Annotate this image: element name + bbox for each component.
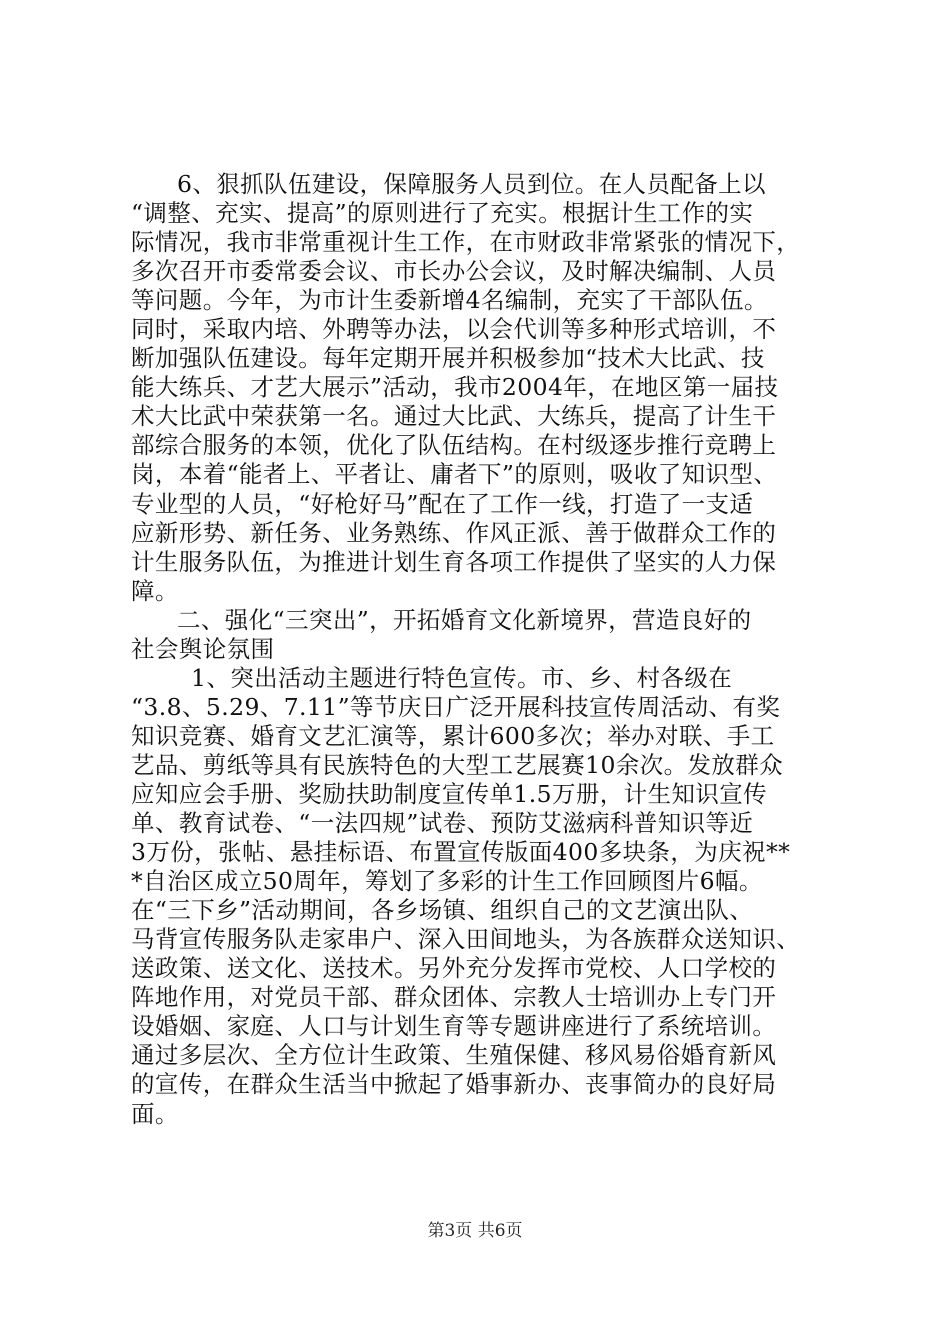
text-line: 能大练兵、才艺大展示”活动，我市2004年，在地区第一届技	[131, 373, 779, 402]
text-line: 面。	[131, 1099, 179, 1128]
text-line: “3.8、5.29、7.11”等节庆日广泛开展科技宣传周活动、有奖	[131, 692, 781, 721]
text-line: 知识竞赛、婚育文艺汇演等，累计600多次；举办对联、手工	[131, 721, 775, 750]
text-line: 岗，本着“能者上、平者让、庸者下”的原则，吸收了知识型、	[131, 460, 778, 489]
text-line: 断加强队伍建设。每年定期开展并积极参加“技术大比武、技	[131, 344, 765, 373]
text-line: 设婚姻、家庭、人口与计划生育等专题讲座进行了系统培训。	[131, 1012, 777, 1041]
text-line: 阵地作用，对党员干部、群众团体、宗教人士培训办上专门开	[131, 983, 777, 1012]
text-line: 障。	[131, 576, 179, 605]
section-heading-line: 社会舆论氛围	[131, 634, 275, 663]
text-line: 6、狠抓队伍建设，保障服务人员到位。在人员配备上以	[177, 170, 766, 198]
text-line: 部综合服务的本领，优化了队伍结构。在村级逐步推行竞聘上	[131, 431, 777, 460]
text-line: 在“三下乡”活动期间，各乡场镇、组织自己的文艺演出队、	[131, 896, 754, 925]
text-line: 的宣传，在群众生活当中掀起了婚事新办、丧事简办的良好局	[131, 1070, 777, 1099]
text-line: 艺品、剪纸等具有民族特色的大型工艺展赛10余次。发放群众	[131, 750, 784, 779]
text-line: 应新形势、新任务、业务熟练、作风正派、善于做群众工作的	[131, 518, 777, 547]
text-line: 计生服务队伍，为推进计划生育各项工作提供了坚实的人力保	[131, 547, 777, 576]
text-line: 通过多层次、全方位计生政策、生殖保健、移风易俗婚育新风	[131, 1041, 777, 1070]
text-line: 专业型的人员，“好枪好马”配在了工作一线，打造了一支适	[131, 489, 754, 518]
page-number-footer: 第3页 共6页	[427, 1221, 523, 1241]
text-line: 同时，采取内培、外聘等办法，以会代训等多种形式培训，不	[131, 315, 777, 344]
text-line: 际情况，我市非常重视计生工作，在市财政非常紧张的情况下，	[131, 228, 801, 257]
text-line: 单、教育试卷、“一法四规”试卷、预防艾滋病科普知识等近	[131, 809, 754, 838]
text-line: 术大比武中荣获第一名。通过大比武、大练兵，提高了计生干	[131, 402, 777, 431]
text-line: 等问题。今年，为市计生委新增4名编制，充实了干部队伍。	[131, 286, 768, 315]
body-text	[131, 170, 831, 1129]
text-line: 应知应会手册、奖励扶助制度宣传单1.5万册，计生知识宣传	[131, 779, 768, 808]
section-heading-line: 二、强化“三突出”，开拓婚育文化新境界，营造良好的	[177, 605, 752, 634]
text-line: 送政策、送文化、送技术。另外充分发挥市党校、人口学校的	[131, 954, 777, 983]
text-line: *自治区成立50周年，筹划了多彩的计生工作回顾图片6幅。	[131, 867, 763, 896]
text-line: 3万份，张帖、悬挂标语、布置宣传版面400多块条，为庆祝**	[131, 838, 791, 867]
text-line: “调整、充实、提高”的原则进行了充实。根据计生工作的实	[131, 199, 754, 228]
text-line: 1、突出活动主题进行特色宣传。市、乡、村各级在	[191, 663, 733, 692]
text-line: 多次召开市委常委会议、市长办公会议，及时解决编制、人员	[131, 257, 777, 286]
text-line: 马背宣传服务队走家串户、深入田间地头，为各族群众送知识、	[131, 925, 801, 954]
